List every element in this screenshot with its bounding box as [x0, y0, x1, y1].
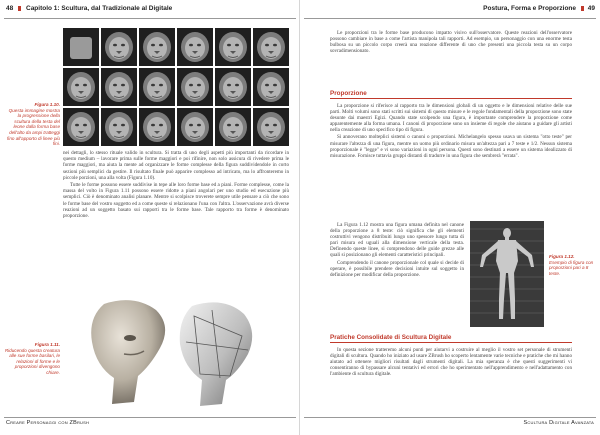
right-page-footer	[300, 417, 600, 429]
right-page	[300, 0, 600, 435]
header-accent-mark	[581, 6, 584, 11]
body-paragraph: Le proporzioni tra le forme base producono impatto visivo sull'osservatore. Queste reazioni dell'osservatore possono cambiare in base a come l'artista manipola tali rapporti. Ad esempio, un personaggio con una enorme testa bulbosa su un piccolo corpo creerà una reazione differente di uno che presenti una piccola testa su un corpo sovradimensionato.	[330, 30, 572, 55]
caption-title: Figura 1.10.	[34, 102, 60, 107]
left-footer-text: Creare Personaggi con ZBrush	[6, 420, 90, 426]
lion-step-image	[63, 28, 99, 66]
left-page-footer	[0, 417, 300, 429]
lion-step-image	[215, 108, 251, 146]
left-chapter-title: Capitolo 1: Scultura, dal Tradizionale al Digitale	[26, 5, 173, 12]
right-page-number: 49	[587, 5, 595, 12]
body-paragraph: Comprendendo il canone proporzionale col quale si decide di operare, è possibile prendere decisioni intuite sul soggetto in definizione per modificar della proporzione.	[330, 259, 464, 278]
body-paragraph: nei dettagli, lo stesso rituale valido in scultura. Si tratta di uno degli aspetti più importanti da ricordare in questo medium – lavorare prima sulle forme maggiori e poi rifinire, non solo assicura di rivedere prima le forme maggiori, ma aiuta la mente ad organizzare le forme complesse della figura suddividendole in corto sezioni più semplici da gestire. Il risultato finale può apparire complesso ad intricato, ma lo affronteremo in piccole porzioni, una alla volta (Figura 1.10).	[63, 150, 289, 181]
section-heading-proporzione: Proporzione	[330, 90, 367, 97]
right-section-title: Postura, Forma e Proporzione	[483, 5, 576, 12]
lion-step-image	[215, 28, 251, 66]
left-page-header	[0, 4, 300, 18]
caption-text: Esempio di figura con proporzioni pari a 8 teste.	[549, 259, 594, 276]
right-page-header	[300, 4, 600, 18]
pratiche-text	[330, 347, 572, 378]
body-paragraph: Tutte le forme possono essere suddivise in tepe alle loro forme base ed a piani. Forme complesse, come la massa del volto in Figura 1.11 possono essere ridotte a piani angolari per uno studio ed esecuzione più semplici. Ciò è denominato analisi planare. Mentre si scolpisce troverete sempre utile pensare a ciò che sono le forme base del vostro soggetto ed a come queste si relazionano l'una con l'altra. L'osservazione avrà diverse reazioni ad un soggetto basato sui rapporti tra le forme base. Tale rapporto tra forme è denominato proporzione.	[63, 182, 289, 220]
lion-step-image	[63, 68, 99, 106]
header-rule	[4, 18, 296, 19]
footer-rule	[4, 417, 296, 418]
lion-step-image	[139, 108, 175, 146]
lion-step-image	[177, 28, 213, 66]
lion-step-image	[253, 28, 289, 66]
header-accent-mark	[18, 6, 21, 11]
body-paragraph: Si annoverano molteplici sistemi o canoni o proporzioni. Michelangelo spesso usava un sistema "otto teste" per misurare l'altezza di una figura, mentre un uomo più ordinario misura un'altezza pari a 7 teste e 1/2. Nessun sistema proporzionale è "legge" e vi sono variazioni in ogni persona. Questi sono destinati a essere un sistema idealizzato di misurazione. Fornisce tuttavia gruppi distanti di tradurre in una figura che sembrerà "errata".	[330, 134, 572, 159]
lion-step-image	[177, 108, 213, 146]
caption-title: Figura 1.11.	[34, 342, 60, 347]
lion-step-image	[177, 68, 213, 106]
figure-1-12-proportion-figure	[470, 221, 544, 327]
proporzione-text-wide	[330, 103, 572, 160]
lion-step-image	[139, 68, 175, 106]
figure-1-11-caption	[4, 342, 60, 376]
right-footer-text: Scultura Digitale Avanzata	[523, 420, 594, 426]
lion-step-image	[215, 68, 251, 106]
lion-step-image	[63, 108, 99, 146]
figure-1-10-lion-grid	[63, 28, 289, 146]
figure-1-11-creature-heads	[82, 296, 292, 412]
section-rule	[330, 98, 572, 99]
figure-1-12-caption	[549, 254, 597, 276]
lion-step-image	[101, 108, 137, 146]
caption-title: Figura 1.12.	[549, 254, 575, 259]
body-paragraph: La proporzione si riferisce al rapporto tra le dimensioni globali di un oggetto e le dimensioni relative delle sue parti. Molti volumi sono stati scritti sui sistemi di questo misure e le regole fondamentali della proporzione sono state desunte dai maestri Egizi. Quando state scolpendo una figura, è importante comprendere la proporzione come apparentemente alla forma umana. I canoni di proporzione sono un insieme di regole che aiutano a guidare gli artisti nella creazione di uno specifico tipo di figura.	[330, 103, 572, 134]
left-body-text	[63, 150, 289, 220]
figure-1-10-caption	[4, 102, 60, 147]
intro-paragraph	[330, 30, 572, 55]
lion-step-image	[101, 28, 137, 66]
caption-text: Questa immagine mostra la progressione della scultura della testa del leone dalla forma base dell'alto da ampi tratteggi fino all'apporto di linee più fini.	[7, 107, 60, 147]
caption-text: Riducendo questa creatura alle sue forme basilari, le relazioni di forme e le proporzioni divengono chiare.	[4, 347, 60, 375]
proporzione-text-narrow	[330, 222, 464, 279]
lion-step-image	[139, 28, 175, 66]
lion-step-image	[253, 68, 289, 106]
section-rule	[330, 342, 572, 343]
left-page-number: 48	[6, 5, 14, 12]
body-paragraph: La Figura 1.12 mostra una figura umana definita nel canone della proporzione a 8 teste: ciò significa che gli elementi costruttivi vengono distribuiti lungo uno spessore lungo tutta di pari misura ed uguali alla dimensione verticale della testa. Definendo queste linee, si comprendono delle guide grezze alle quali si posizionano gli elementi caratteristici principali.	[330, 222, 464, 259]
body-paragraph: In questa sezione tratteremo alcuni punti per aiutarvi a costruire al meglio il vostro set personale di strumenti digitali di scultura. Quando ho iniziato ad usare ZBrush ho scoperto lentamente varie tecniche e pratiche che mi hanno aiutato ad ottenere migliori risultati dagli strumenti digitali. La mia speranza è che questi suggerimenti vi consentiranno di bypassare alcuni tentativi ed errori che ho sperimentato nell'apprendimento e nell'adattamento con l'ambiente di scultura digitale.	[330, 347, 572, 378]
lion-step-image	[253, 108, 289, 146]
section-heading-pratiche: Pratiche Consolidate di Scultura Digitale	[330, 334, 452, 341]
header-rule	[304, 18, 596, 19]
lion-step-image	[101, 68, 137, 106]
footer-rule	[304, 417, 596, 418]
